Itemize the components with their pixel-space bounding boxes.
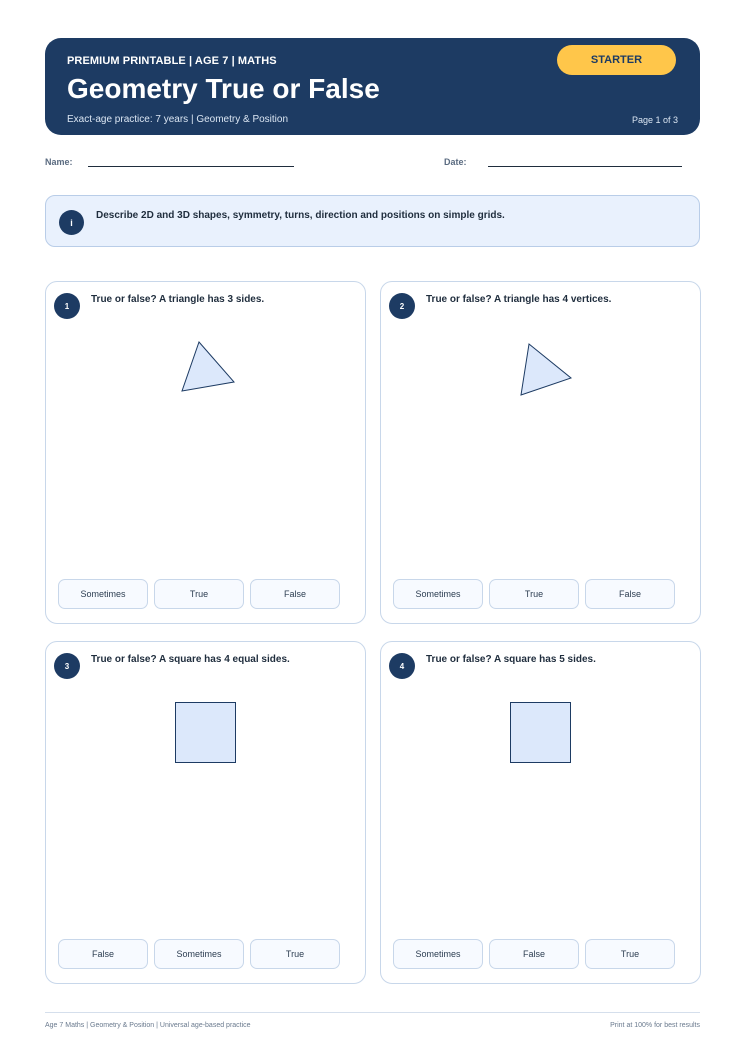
answer-option-sometimes[interactable]: Sometimes — [393, 579, 483, 609]
answer-option-true[interactable]: True — [489, 579, 579, 609]
answer-option-sometimes[interactable]: Sometimes — [58, 579, 148, 609]
question-card-2 — [380, 281, 701, 624]
answer-option-sometimes[interactable]: Sometimes — [393, 939, 483, 969]
triangle-icon — [46, 282, 367, 582]
question-text: True or false? A triangle has 4 vertices. — [426, 294, 612, 305]
name-label: Name: — [45, 157, 73, 167]
question-card-1 — [45, 281, 366, 624]
square-icon — [46, 642, 367, 942]
date-field[interactable] — [488, 166, 682, 167]
answer-option-false[interactable]: False — [58, 939, 148, 969]
instructions-text: Describe 2D and 3D shapes, symmetry, turns, direction and positions on simple grids. — [96, 210, 505, 221]
page-title: Geometry True or False — [67, 73, 380, 104]
square-icon — [381, 642, 702, 942]
footer-left-text: Age 7 Maths | Geometry & Position | Universal age-based practice — [45, 1022, 251, 1029]
worksheet-header — [45, 38, 700, 135]
answer-option-true[interactable]: True — [250, 939, 340, 969]
footer-right-text: Print at 100% for best results — [610, 1022, 700, 1029]
answer-option-false[interactable]: False — [585, 579, 675, 609]
header-subtitle: Exact-age practice: 7 years | Geometry & Position — [67, 114, 289, 125]
question-card-4 — [380, 641, 701, 984]
answer-option-false[interactable]: False — [489, 939, 579, 969]
question-card-3 — [45, 641, 366, 984]
answer-option-sometimes[interactable]: Sometimes — [154, 939, 244, 969]
header-kicker: PREMIUM PRINTABLE | AGE 7 | MATHS — [67, 55, 277, 67]
name-field[interactable] — [88, 166, 294, 167]
question-text: True or false? A square has 4 equal sides. — [91, 654, 290, 665]
question-number: 1 — [54, 293, 80, 319]
answer-option-false[interactable]: False — [250, 579, 340, 609]
footer-divider — [45, 1012, 700, 1013]
question-number: 4 — [389, 653, 415, 679]
answer-option-true[interactable]: True — [154, 579, 244, 609]
instructions-panel — [45, 195, 700, 247]
question-number: 2 — [389, 293, 415, 319]
triangle-icon — [381, 282, 702, 582]
answer-option-true[interactable]: True — [585, 939, 675, 969]
page-indicator: Page 1 of 3 — [631, 115, 678, 125]
question-text: True or false? A square has 5 sides. — [426, 654, 596, 665]
info-icon: i — [59, 210, 84, 235]
question-number: 3 — [54, 653, 80, 679]
level-badge: STARTER — [557, 45, 676, 75]
question-text: True or false? A triangle has 3 sides. — [91, 294, 265, 305]
date-label: Date: — [444, 157, 467, 167]
